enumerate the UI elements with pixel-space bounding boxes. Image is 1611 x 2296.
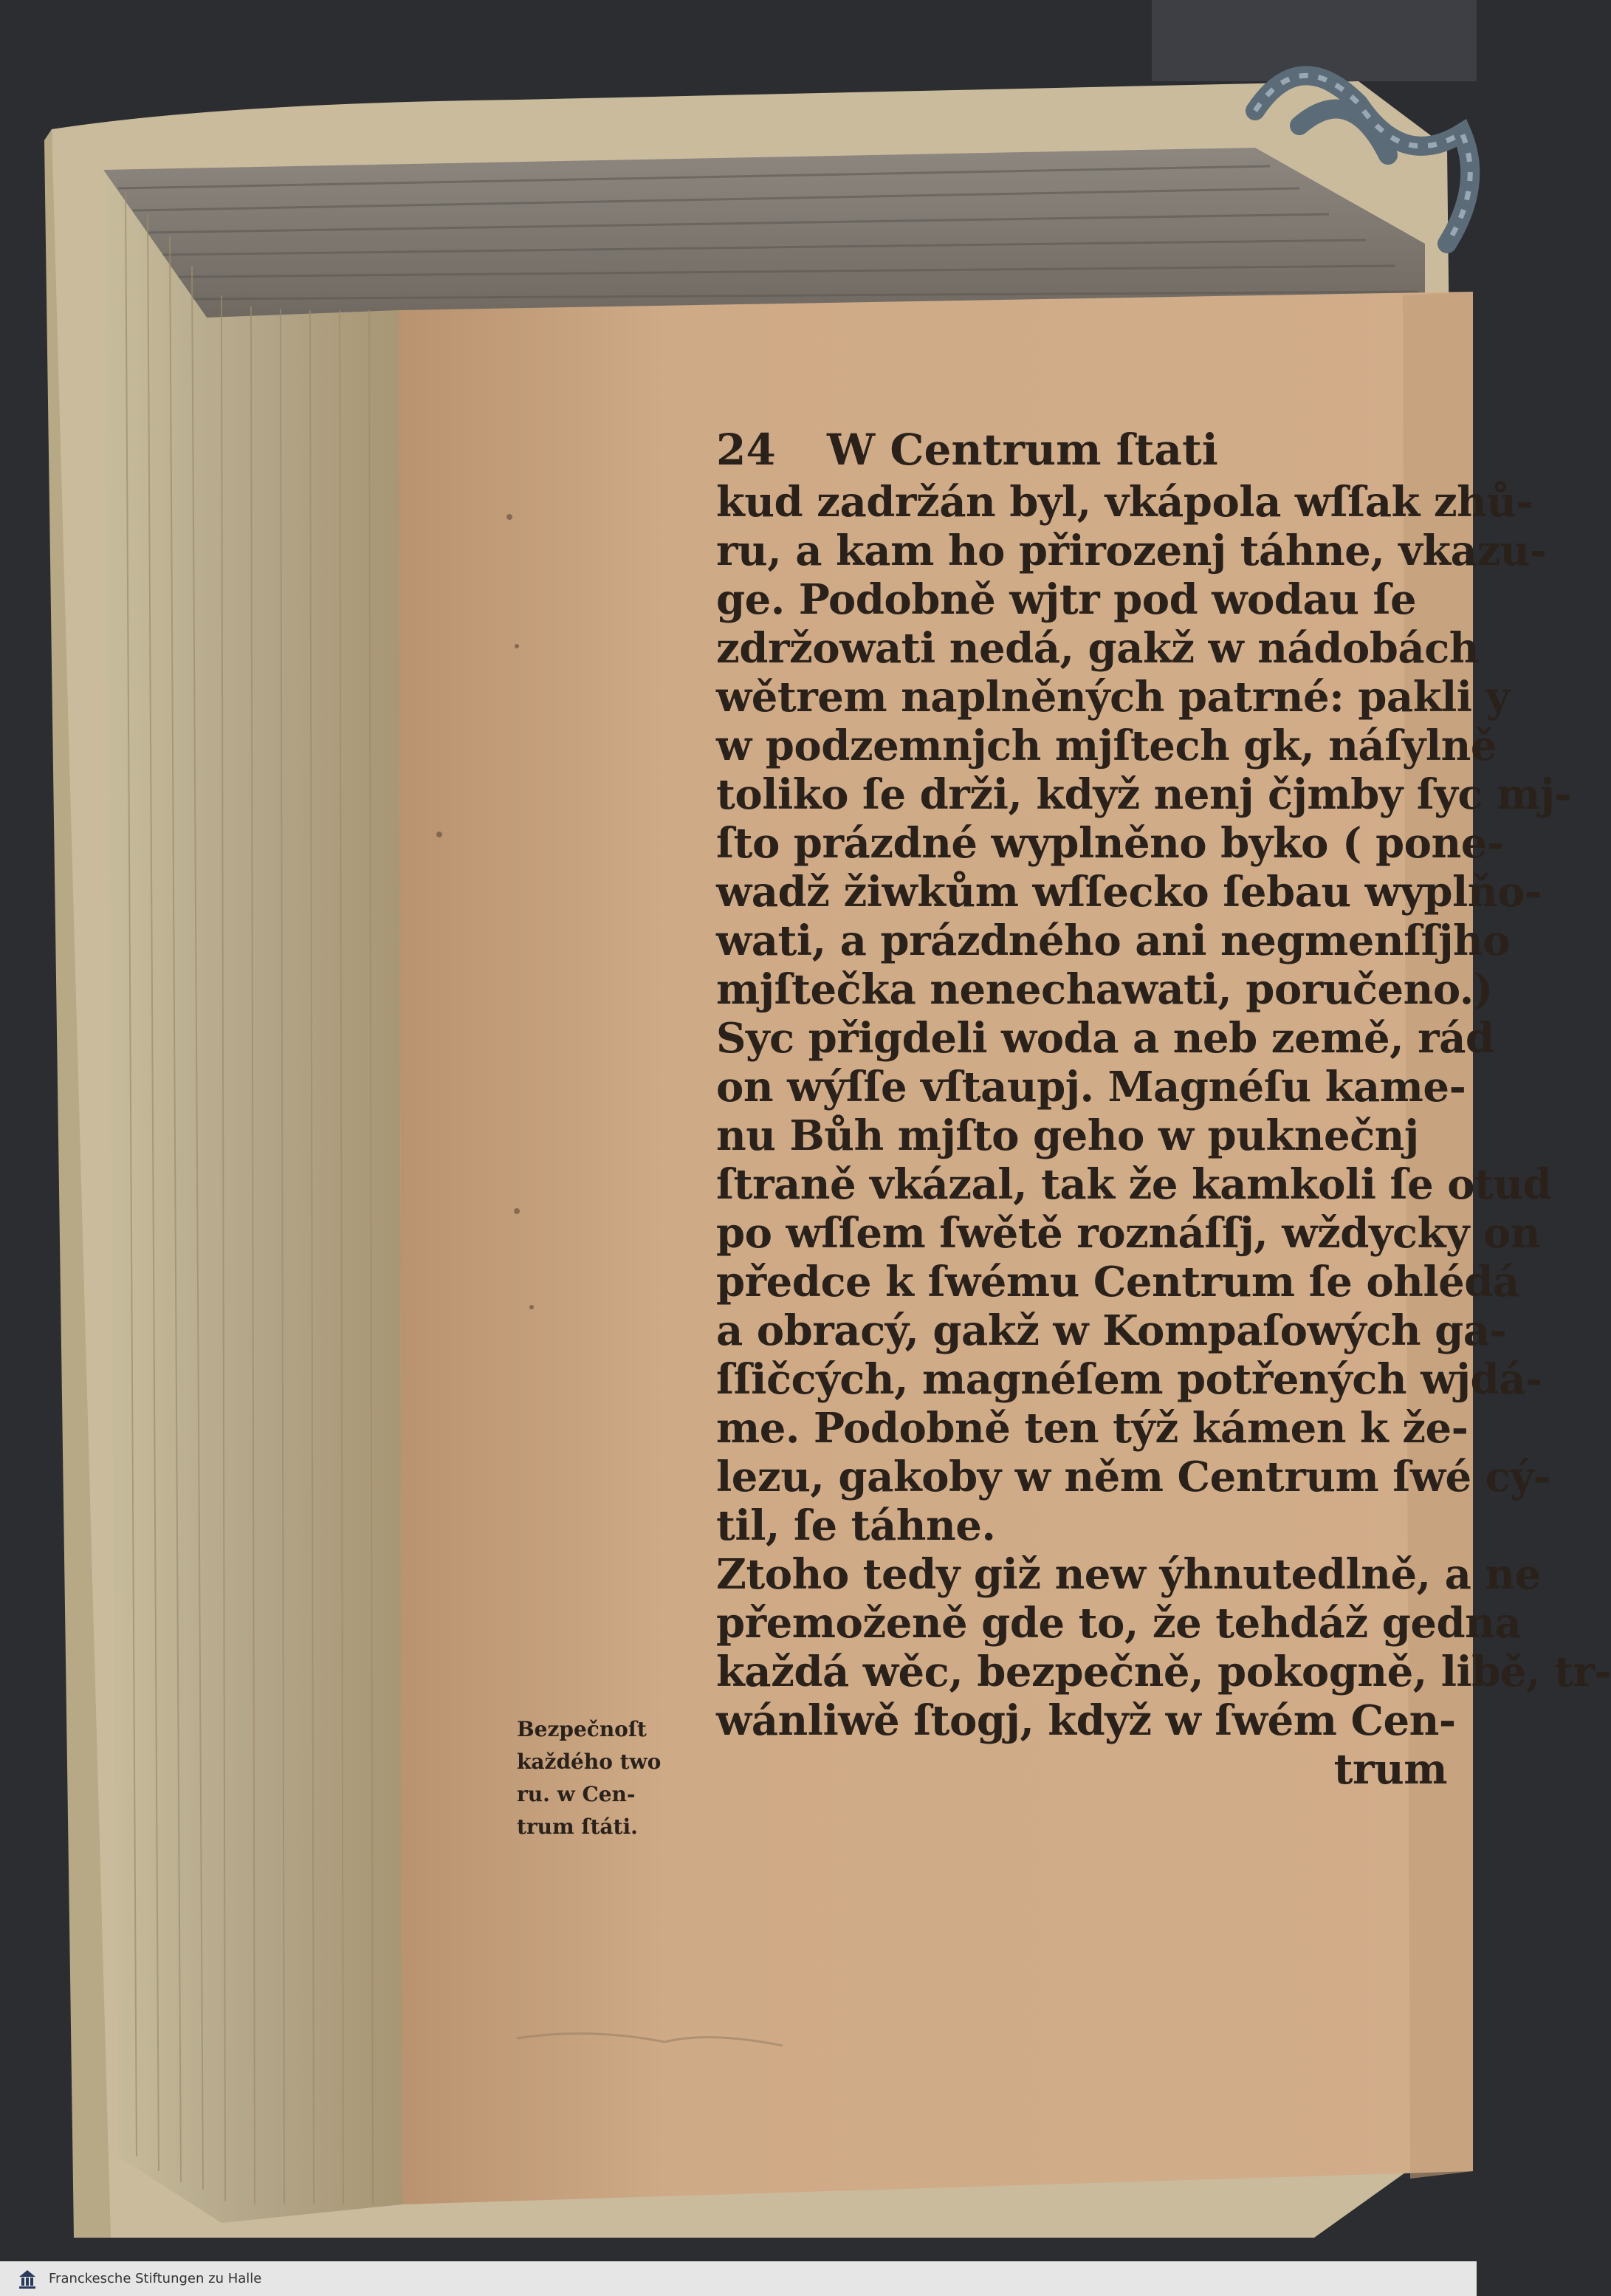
page-text-block	[716, 425, 1611, 1794]
text-line: předce k ſwému Centrum ſe ohlédá	[716, 1258, 1519, 1306]
marginal-line: každého two	[517, 1750, 662, 1774]
marginal-line: Bezpečnoſt	[517, 1717, 647, 1741]
text-line: wětrem naplněných patrné: pakli y	[716, 673, 1510, 722]
text-line: a obracý, gakž w Kompaſowých ga-	[716, 1306, 1507, 1355]
text-line: kud zadržán byl, vkápola wſſak zhů-	[716, 478, 1533, 527]
text-line: ſtraně vkázal, tak že kamkoli ſe otud	[716, 1160, 1552, 1209]
marginal-line: ru. w Cen-	[517, 1782, 636, 1806]
page-header	[716, 425, 1469, 475]
marginal-line: trum ſtáti.	[517, 1814, 638, 1839]
text-line: on wýſſe vſtaupj. Magnéſu kame-	[716, 1063, 1466, 1111]
marginal-note	[517, 1713, 709, 1843]
text-line: toliko ſe drži, když nenj čjmby ſyc mj-	[716, 770, 1572, 819]
catchword: trum	[1333, 1745, 1447, 1794]
text-line: wati, a prázdného ani negmenſſjho	[716, 916, 1511, 965]
text-line: wánliwě ſtogj, když w ſwém Cen-	[716, 1696, 1456, 1745]
page-number: 24	[716, 425, 776, 475]
library-footer	[0, 2261, 1477, 2296]
text-line: zdržowati nedá, gakž w nádobách	[716, 624, 1480, 673]
text-line: me. Podobně ten týž kámen k že-	[716, 1404, 1469, 1453]
text-line: wadž žiwkům wſſecko ſebau wyplňo-	[716, 868, 1542, 916]
text-line: til, ſe táhne.	[716, 1501, 996, 1550]
text-line: ru, a kam ho přirozenj táhne, vkazu-	[716, 527, 1547, 575]
text-line: lezu, gakoby w něm Centrum ſwé cý-	[716, 1453, 1551, 1501]
text-line: ſſičcých, magnéſem potřených wjdá-	[716, 1355, 1542, 1404]
text-line: nu Bůh mjſto geho w puknečnj	[716, 1111, 1419, 1160]
text-line: přemoženě gde to, že tehdáž gedna	[716, 1599, 1522, 1648]
text-line: po wſſem ſwětě roznáſſj, wždycky on	[716, 1209, 1540, 1258]
text-line: ge. Podobně wjtr pod wodau ſe	[716, 575, 1417, 624]
library-name: Franckesche Stiftungen zu Halle	[49, 2271, 262, 2286]
text-line: ſto prázdné wyplněno byko ( pone-	[716, 819, 1504, 868]
text-line: mjſtečka nenechawati, poručeno.)	[716, 965, 1493, 1014]
text-line: Syc přigdeli woda a neb země, rád	[716, 1014, 1494, 1063]
running-head: W Centrum ſtati	[827, 425, 1218, 475]
text-line: Ztoho tedy giž new ýhnutedlně, a ne	[716, 1550, 1541, 1599]
text-line: w podzemnjch mjſtech gk, náſylně	[716, 722, 1497, 770]
text-line: každá wěc, bezpečně, pokogně, libě, tr-	[716, 1648, 1611, 1696]
library-logo-icon	[16, 2268, 38, 2290]
